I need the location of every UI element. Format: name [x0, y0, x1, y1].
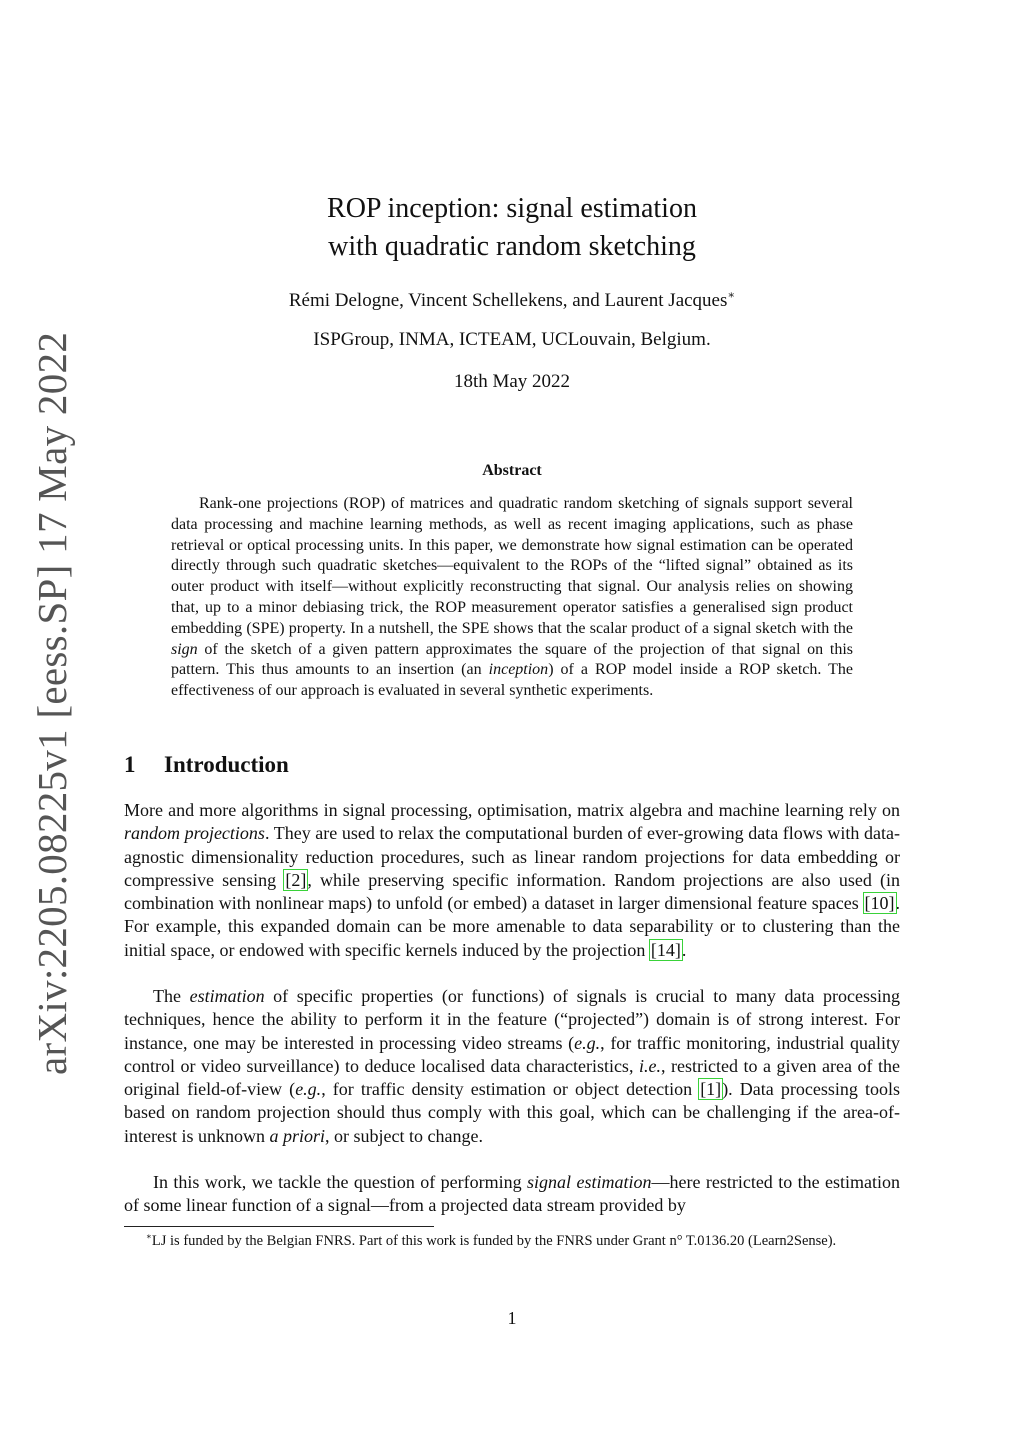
title-line-2: with quadratic random sketching [328, 231, 696, 262]
intro-paragraph-2 [124, 985, 900, 1148]
section-heading-introduction [124, 752, 289, 778]
author-list [150, 290, 874, 312]
intro-paragraph-1 [124, 799, 900, 962]
authors-text: Rémi Delogne, Vincent Schellekens, and Laurent Jacques [288, 290, 728, 311]
p2-em-ie: i.e. [638, 1055, 661, 1076]
publication-date: 18th May 2022 [453, 371, 571, 392]
p3-em-signal-estimation: signal estimation [527, 1172, 652, 1192]
p2-text-c: , for traffic monitoring, industrial quality control or video surveillance) to deduce localised data characteristics, [124, 1032, 901, 1076]
abstract-heading: Abstract [482, 462, 542, 479]
abstract-text [171, 494, 853, 702]
abstract-part-1: Rank-one projections (ROP) of matrices and quadratic random sketching of signals support several data processing and machine learning methods, as well as recent imaging applications, such as phase retrieval or optical processing units. In this paper, we demonstrate how signal estimation can be operated directly through such quadratic sketches—equivalent to the ROPs of the “lifted signal” obtained as its outer product with itself—without explicitly reconstructing that signal. Our analysis relies on showing that, up to a minor debiasing trick, the ROP measurement operator satisfies a generalised sign product embedding (SPE) property. In a nutshell, the SPE shows that the scalar product of a signal sketch with the [171, 495, 853, 637]
p2-text-f: ). Data processing tools based on random projection should thus comply with this goal, which can be challenging if the area-of-interest is unknown [124, 1079, 901, 1146]
citation-link-14[interactable]: [14] [650, 939, 681, 960]
p2-text-g: , or subject to change. [325, 1125, 483, 1146]
p3-text-b: —here restricted to the estimation of some linear function of a signal—from a projected data stream provided by [124, 1172, 901, 1216]
p1-em-random-projections: random projections [124, 823, 265, 844]
p2-em-eg-2: e.g. [295, 1079, 322, 1100]
citation-link-1[interactable]: [1] [700, 1079, 722, 1100]
p2-text-e: , for traffic density estimation or object detection [321, 1079, 700, 1100]
p1-text-c: , while preserving specific information. Random projections are also used (in combination with nonlinear maps) to unfold (or embed) a dataset in larger dimensional feature spaces [124, 869, 900, 914]
page-number: 1 [507, 1308, 517, 1328]
p2-text-d: , restricted to a given area of the original field-of-view ( [124, 1055, 900, 1100]
footnote-mark: ∗ [146, 1231, 152, 1242]
abstract-part-3: ) of a ROP model inside a ROP sketch. The effectiveness of our approach is evaluated in several synthetic experiments. [171, 661, 854, 700]
affiliation: ISPGroup, INMA, ICTEAM, UCLouvain, Belgium. [313, 329, 711, 350]
citation-link-10[interactable]: [10] [864, 893, 895, 914]
title-line-1: ROP inception: signal estimation [327, 193, 697, 224]
p1-text-e: . [681, 939, 687, 960]
p1-text-d: . For example, this expanded domain can be more amenable to data separability or to clustering than the initial space, or endowed with specific kernels induced by the projection [124, 893, 900, 960]
section-title: Introduction [164, 752, 289, 777]
footnote-text: LJ is funded by the Belgian FNRS. Part of this work is funded by the FNRS under Grant n° T.0136.20 (Learn2Sense). [151, 1233, 837, 1249]
author-footnote-mark[interactable]: ∗ [727, 289, 736, 302]
p2-em-a-priori: a priori [269, 1125, 326, 1146]
abstract-em-sign: sign [171, 640, 198, 658]
footnote-rule [124, 1226, 434, 1227]
footnote [124, 1232, 900, 1251]
p2-em-estimation: estimation [189, 986, 265, 1006]
p2-em-eg-1: e.g. [574, 1032, 601, 1053]
abstract-part-2: of the sketch of a given pattern approximates the square of the projection of that signal on this pattern. This thus amounts to an insertion (an [171, 640, 853, 679]
intro-paragraph-3 [124, 1171, 900, 1218]
p2-text-b: of specific properties (or functions) of signals is crucial to many data processing techniques, hence the ability to perform it in the feature (“projected”) domain is of strong interest. For instance, one may be interested in processing video streams ( [124, 986, 901, 1053]
arxiv-identifier: arXiv:2205.08225v1 [eess.SP] 17 May 2022 [29, 331, 75, 1075]
p2-text-a: The [153, 986, 190, 1006]
p3-text-a: In this work, we tackle the question of performing [153, 1172, 528, 1192]
section-number: 1 [124, 752, 136, 777]
paper-title [200, 190, 824, 266]
citation-link-2[interactable]: [2] [285, 869, 307, 890]
p1-text-b: . They are used to relax the computational burden of ever-growing data flows with data-agnostic dimensionality reduction procedures, such as linear random projections for data embedding or compressive sensing [124, 823, 900, 890]
abstract-em-inception: inception [488, 661, 549, 679]
p1-text-a: More and more algorithms in signal processing, optimisation, matrix algebra and machine learning rely on [124, 800, 900, 820]
